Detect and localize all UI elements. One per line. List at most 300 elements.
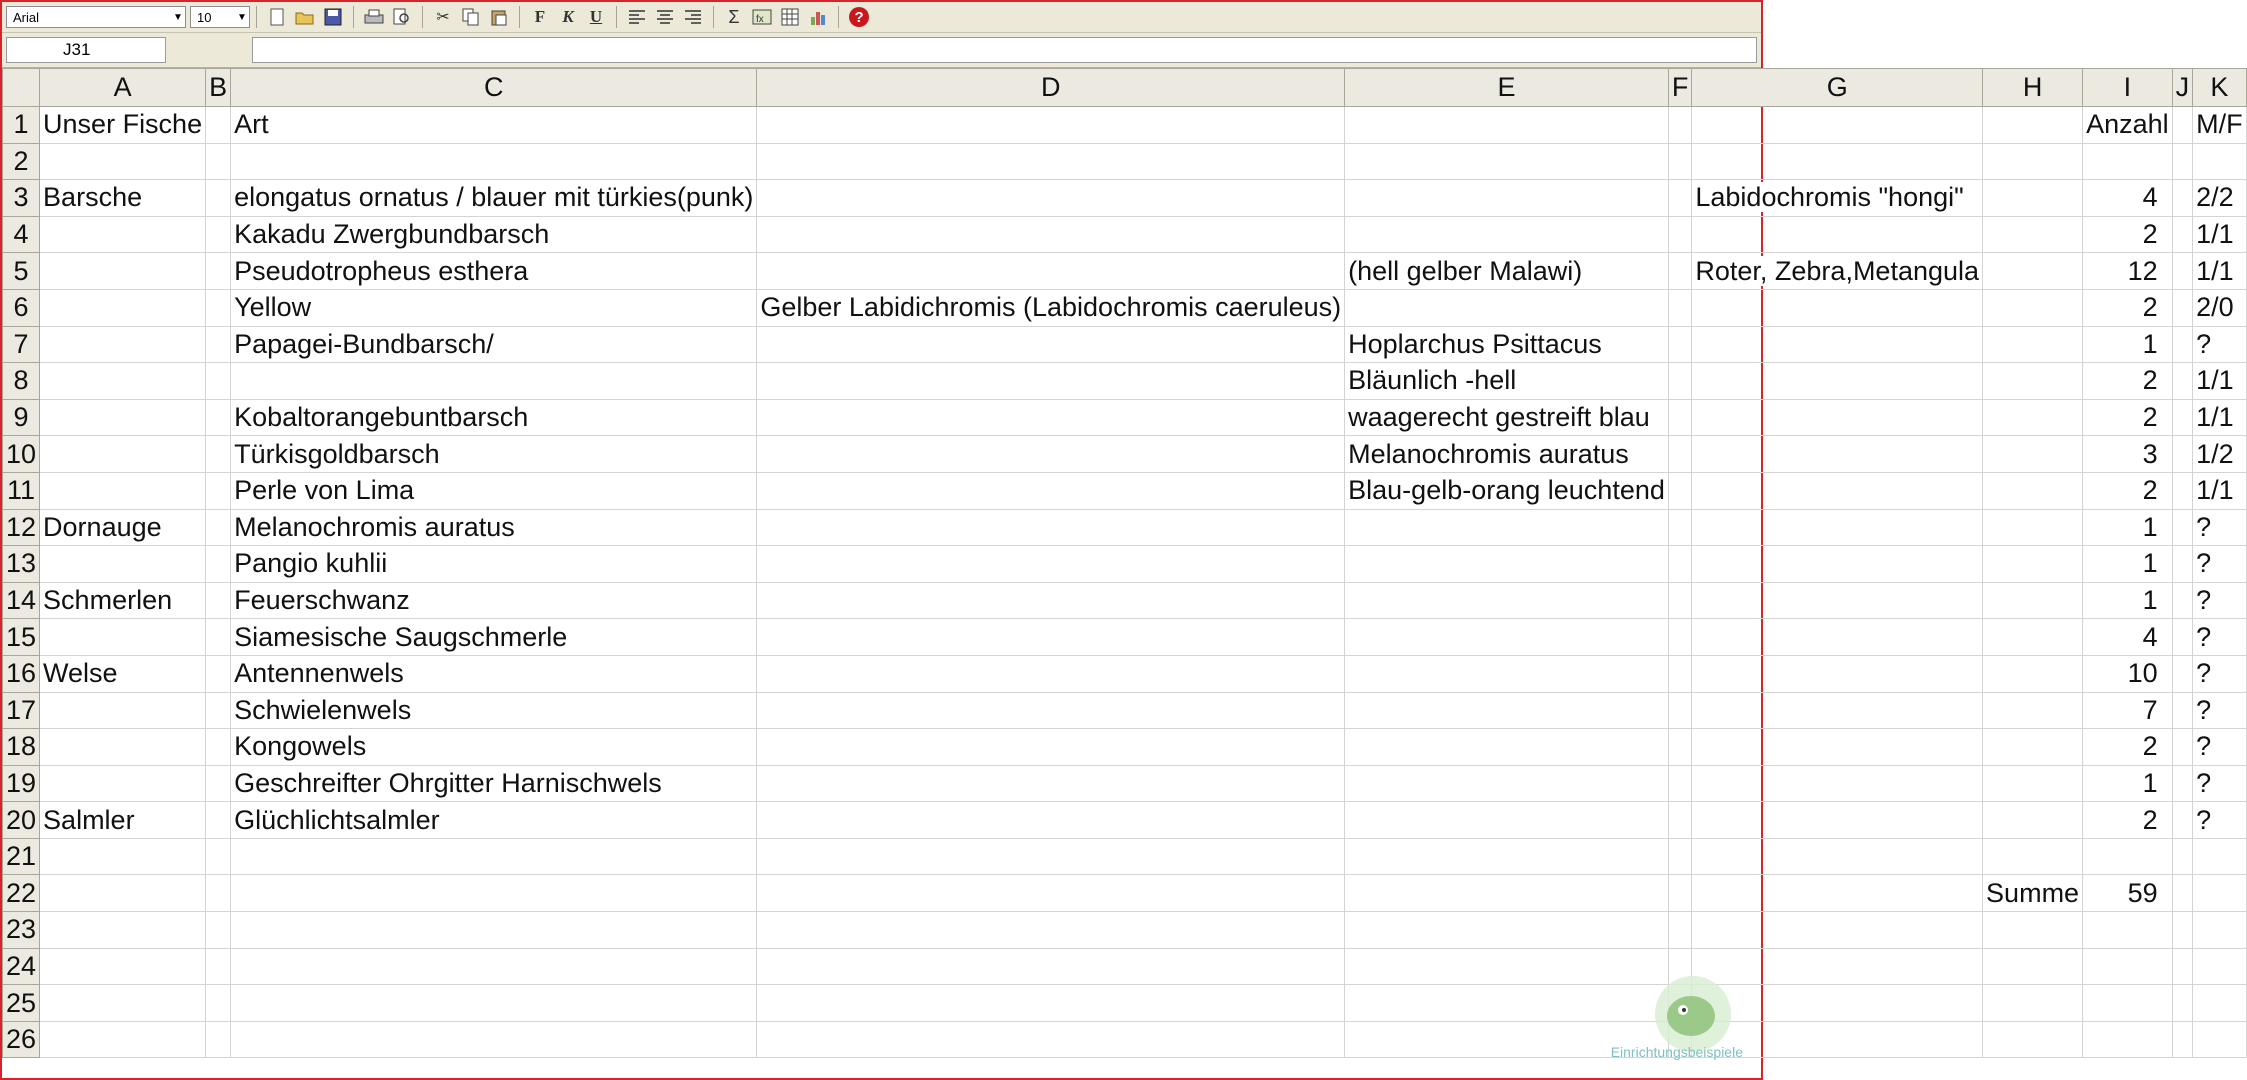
cell-j[interactable] xyxy=(2172,1021,2193,1058)
cell-c[interactable] xyxy=(231,216,757,253)
cell-e[interactable] xyxy=(1345,436,1669,473)
cell-i[interactable] xyxy=(2083,1021,2173,1058)
cell-b[interactable] xyxy=(206,472,231,509)
cell-k[interactable] xyxy=(2193,399,2247,436)
cell-k[interactable] xyxy=(2193,546,2247,583)
cell-j[interactable] xyxy=(2172,546,2193,583)
cell-k[interactable] xyxy=(2193,216,2247,253)
cell-h[interactable] xyxy=(1983,326,2083,363)
cell-c[interactable] xyxy=(231,948,757,985)
cell-g[interactable] xyxy=(1692,399,1983,436)
cell-c[interactable] xyxy=(231,838,757,875)
cell-e[interactable] xyxy=(1345,546,1669,583)
cell-a[interactable] xyxy=(40,326,206,363)
cell-f[interactable] xyxy=(1668,399,1692,436)
cell-f[interactable] xyxy=(1668,326,1692,363)
cell-e[interactable] xyxy=(1345,582,1669,619)
cell-b[interactable] xyxy=(206,399,231,436)
row-header[interactable]: 23 xyxy=(3,912,40,949)
cell-g[interactable] xyxy=(1692,472,1983,509)
cell-c[interactable] xyxy=(231,765,757,802)
cell-k[interactable] xyxy=(2193,948,2247,985)
cell-a[interactable] xyxy=(40,692,206,729)
row-header[interactable]: 1 xyxy=(3,107,40,144)
cell-g[interactable] xyxy=(1692,509,1983,546)
cell-j[interactable] xyxy=(2172,509,2193,546)
cell-d[interactable] xyxy=(757,619,1345,656)
cell-d[interactable] xyxy=(757,472,1345,509)
table-button[interactable] xyxy=(776,4,804,30)
row-header[interactable]: 19 xyxy=(3,765,40,802)
cell-h[interactable] xyxy=(1983,985,2083,1022)
cell-d[interactable] xyxy=(757,802,1345,839)
cell-a[interactable] xyxy=(40,363,206,400)
align-center-button[interactable] xyxy=(651,4,679,30)
cell-i[interactable] xyxy=(2083,729,2173,766)
cell-h[interactable] xyxy=(1983,253,2083,290)
cell-g[interactable] xyxy=(1692,582,1983,619)
row-header[interactable]: 21 xyxy=(3,838,40,875)
column-header[interactable]: E xyxy=(1345,69,1669,107)
cell-g[interactable] xyxy=(1692,912,1983,949)
cell-a[interactable] xyxy=(40,875,206,912)
copy-button[interactable] xyxy=(457,4,485,30)
column-header[interactable]: F xyxy=(1668,69,1692,107)
cell-j[interactable] xyxy=(2172,838,2193,875)
cell-e[interactable] xyxy=(1345,363,1669,400)
cell-e[interactable] xyxy=(1345,399,1669,436)
row-header[interactable]: 17 xyxy=(3,692,40,729)
cell-a[interactable] xyxy=(40,143,206,180)
cell-a[interactable] xyxy=(40,582,206,619)
cell-a[interactable] xyxy=(40,985,206,1022)
row-header[interactable]: 15 xyxy=(3,619,40,656)
cell-b[interactable] xyxy=(206,875,231,912)
cell-j[interactable] xyxy=(2172,180,2193,217)
cell-d[interactable] xyxy=(757,765,1345,802)
name-box[interactable]: J31 xyxy=(6,37,166,63)
cell-f[interactable] xyxy=(1668,289,1692,326)
cell-j[interactable] xyxy=(2172,875,2193,912)
cell-b[interactable] xyxy=(206,546,231,583)
cell-i[interactable] xyxy=(2083,912,2173,949)
cell-d[interactable] xyxy=(757,363,1345,400)
cell-a[interactable] xyxy=(40,509,206,546)
cell-a[interactable] xyxy=(40,399,206,436)
row-header[interactable]: 14 xyxy=(3,582,40,619)
row-header[interactable]: 22 xyxy=(3,875,40,912)
cell-i[interactable] xyxy=(2083,289,2173,326)
cell-k[interactable] xyxy=(2193,875,2247,912)
cell-c[interactable] xyxy=(231,399,757,436)
cell-f[interactable] xyxy=(1668,509,1692,546)
cell-a[interactable] xyxy=(40,912,206,949)
cell-k[interactable] xyxy=(2193,729,2247,766)
cell-g[interactable] xyxy=(1692,436,1983,473)
cell-k[interactable] xyxy=(2193,363,2247,400)
cell-b[interactable] xyxy=(206,326,231,363)
cell-e[interactable] xyxy=(1345,912,1669,949)
cell-f[interactable] xyxy=(1668,582,1692,619)
cell-c[interactable] xyxy=(231,363,757,400)
cell-k[interactable] xyxy=(2193,582,2247,619)
column-header[interactable]: H xyxy=(1983,69,2083,107)
cell-c[interactable] xyxy=(231,655,757,692)
print-preview-button[interactable] xyxy=(388,4,416,30)
cell-k[interactable] xyxy=(2193,1021,2247,1058)
cell-c[interactable] xyxy=(231,1021,757,1058)
cell-e[interactable] xyxy=(1345,765,1669,802)
cell-d[interactable] xyxy=(757,875,1345,912)
column-header[interactable]: D xyxy=(757,69,1345,107)
cell-j[interactable] xyxy=(2172,436,2193,473)
cell-j[interactable] xyxy=(2172,619,2193,656)
cell-i[interactable] xyxy=(2083,143,2173,180)
column-header[interactable]: B xyxy=(206,69,231,107)
cell-k[interactable] xyxy=(2193,838,2247,875)
cut-button[interactable] xyxy=(429,4,457,30)
row-header[interactable]: 9 xyxy=(3,399,40,436)
cell-i[interactable] xyxy=(2083,436,2173,473)
cell-e[interactable] xyxy=(1345,253,1669,290)
cell-i[interactable] xyxy=(2083,875,2173,912)
cell-a[interactable] xyxy=(40,802,206,839)
cell-i[interactable] xyxy=(2083,838,2173,875)
cell-d[interactable] xyxy=(757,326,1345,363)
cell-c[interactable] xyxy=(231,509,757,546)
cell-h[interactable] xyxy=(1983,765,2083,802)
cell-d[interactable] xyxy=(757,107,1345,144)
cell-h[interactable] xyxy=(1983,107,2083,144)
cell-d[interactable] xyxy=(757,912,1345,949)
autosum-button[interactable] xyxy=(720,4,748,30)
font-name-select[interactable] xyxy=(6,6,186,28)
cell-c[interactable] xyxy=(231,180,757,217)
cell-c[interactable] xyxy=(231,729,757,766)
help-button[interactable] xyxy=(845,4,873,30)
cell-a[interactable] xyxy=(40,948,206,985)
cell-a[interactable] xyxy=(40,472,206,509)
cell-j[interactable] xyxy=(2172,472,2193,509)
cell-a[interactable] xyxy=(40,838,206,875)
cell-f[interactable] xyxy=(1668,692,1692,729)
cell-g[interactable] xyxy=(1692,875,1983,912)
cell-k[interactable] xyxy=(2193,180,2247,217)
cell-f[interactable] xyxy=(1668,729,1692,766)
cell-a[interactable] xyxy=(40,107,206,144)
cell-c[interactable] xyxy=(231,912,757,949)
cell-h[interactable] xyxy=(1983,180,2083,217)
cell-g[interactable] xyxy=(1692,289,1983,326)
cell-k[interactable] xyxy=(2193,912,2247,949)
cell-i[interactable] xyxy=(2083,216,2173,253)
cell-c[interactable] xyxy=(231,802,757,839)
row-header[interactable]: 18 xyxy=(3,729,40,766)
cell-d[interactable] xyxy=(757,1021,1345,1058)
cell-g[interactable] xyxy=(1692,326,1983,363)
cell-g[interactable] xyxy=(1692,143,1983,180)
align-right-button[interactable] xyxy=(679,4,707,30)
cell-b[interactable] xyxy=(206,289,231,326)
cell-h[interactable] xyxy=(1983,436,2083,473)
underline-button[interactable] xyxy=(582,4,610,30)
cell-h[interactable] xyxy=(1983,729,2083,766)
cell-b[interactable] xyxy=(206,107,231,144)
cell-b[interactable] xyxy=(206,363,231,400)
cell-k[interactable] xyxy=(2193,802,2247,839)
cell-b[interactable] xyxy=(206,253,231,290)
cell-f[interactable] xyxy=(1668,180,1692,217)
cell-j[interactable] xyxy=(2172,729,2193,766)
cell-d[interactable] xyxy=(757,143,1345,180)
cell-d[interactable] xyxy=(757,509,1345,546)
cell-i[interactable] xyxy=(2083,472,2173,509)
cell-c[interactable] xyxy=(231,985,757,1022)
cell-i[interactable] xyxy=(2083,399,2173,436)
cell-i[interactable] xyxy=(2083,948,2173,985)
cell-j[interactable] xyxy=(2172,655,2193,692)
cell-j[interactable] xyxy=(2172,582,2193,619)
row-header[interactable]: 10 xyxy=(3,436,40,473)
cell-e[interactable] xyxy=(1345,216,1669,253)
cell-a[interactable] xyxy=(40,765,206,802)
cell-i[interactable] xyxy=(2083,546,2173,583)
chart-button[interactable] xyxy=(804,4,832,30)
cell-d[interactable] xyxy=(757,216,1345,253)
cell-g[interactable] xyxy=(1692,180,1983,217)
column-header[interactable]: K xyxy=(2193,69,2247,107)
cell-j[interactable] xyxy=(2172,692,2193,729)
cell-e[interactable] xyxy=(1345,143,1669,180)
cell-i[interactable] xyxy=(2083,180,2173,217)
cell-h[interactable] xyxy=(1983,143,2083,180)
cell-c[interactable] xyxy=(231,436,757,473)
cell-c[interactable] xyxy=(231,582,757,619)
font-size-select[interactable] xyxy=(190,6,250,28)
cell-k[interactable] xyxy=(2193,655,2247,692)
print-button[interactable] xyxy=(360,4,388,30)
cell-f[interactable] xyxy=(1668,107,1692,144)
cell-i[interactable] xyxy=(2083,363,2173,400)
cell-e[interactable] xyxy=(1345,289,1669,326)
cell-k[interactable] xyxy=(2193,692,2247,729)
cell-d[interactable] xyxy=(757,948,1345,985)
cell-e[interactable] xyxy=(1345,619,1669,656)
cell-b[interactable] xyxy=(206,765,231,802)
cell-f[interactable] xyxy=(1668,546,1692,583)
cell-f[interactable] xyxy=(1668,253,1692,290)
cell-c[interactable] xyxy=(231,692,757,729)
cell-f[interactable] xyxy=(1668,436,1692,473)
cell-g[interactable] xyxy=(1692,619,1983,656)
cell-d[interactable] xyxy=(757,655,1345,692)
cell-h[interactable] xyxy=(1983,948,2083,985)
cell-h[interactable] xyxy=(1983,692,2083,729)
cell-h[interactable] xyxy=(1983,619,2083,656)
cell-e[interactable] xyxy=(1345,692,1669,729)
cell-c[interactable] xyxy=(231,107,757,144)
cell-b[interactable] xyxy=(206,180,231,217)
cell-e[interactable] xyxy=(1345,180,1669,217)
cell-j[interactable] xyxy=(2172,363,2193,400)
cell-k[interactable] xyxy=(2193,985,2247,1022)
cell-k[interactable] xyxy=(2193,326,2247,363)
cell-e[interactable] xyxy=(1345,472,1669,509)
cell-b[interactable] xyxy=(206,729,231,766)
cell-a[interactable] xyxy=(40,180,206,217)
cell-e[interactable] xyxy=(1345,655,1669,692)
cell-a[interactable] xyxy=(40,619,206,656)
cell-e[interactable] xyxy=(1345,802,1669,839)
cell-f[interactable] xyxy=(1668,363,1692,400)
cell-d[interactable] xyxy=(757,729,1345,766)
row-header[interactable]: 12 xyxy=(3,509,40,546)
cell-j[interactable] xyxy=(2172,326,2193,363)
bold-button[interactable] xyxy=(526,4,554,30)
cell-c[interactable] xyxy=(231,472,757,509)
cell-b[interactable] xyxy=(206,948,231,985)
cell-c[interactable] xyxy=(231,546,757,583)
cell-j[interactable] xyxy=(2172,253,2193,290)
cell-c[interactable] xyxy=(231,289,757,326)
cell-k[interactable] xyxy=(2193,472,2247,509)
cell-i[interactable] xyxy=(2083,582,2173,619)
cell-i[interactable] xyxy=(2083,509,2173,546)
cell-j[interactable] xyxy=(2172,143,2193,180)
cell-h[interactable] xyxy=(1983,582,2083,619)
cell-j[interactable] xyxy=(2172,216,2193,253)
cell-g[interactable] xyxy=(1692,107,1983,144)
cell-h[interactable] xyxy=(1983,472,2083,509)
column-header[interactable]: G xyxy=(1692,69,1983,107)
cell-j[interactable] xyxy=(2172,912,2193,949)
cell-f[interactable] xyxy=(1668,765,1692,802)
cell-e[interactable] xyxy=(1345,729,1669,766)
cell-j[interactable] xyxy=(2172,289,2193,326)
cell-b[interactable] xyxy=(206,143,231,180)
cell-g[interactable] xyxy=(1692,729,1983,766)
cell-h[interactable] xyxy=(1983,216,2083,253)
cell-g[interactable] xyxy=(1692,802,1983,839)
cell-f[interactable] xyxy=(1668,619,1692,656)
cell-g[interactable] xyxy=(1692,253,1983,290)
cell-c[interactable] xyxy=(231,143,757,180)
cell-b[interactable] xyxy=(206,985,231,1022)
cell-h[interactable] xyxy=(1983,802,2083,839)
column-header[interactable]: I xyxy=(2083,69,2173,107)
cell-f[interactable] xyxy=(1668,216,1692,253)
cell-b[interactable] xyxy=(206,655,231,692)
cell-d[interactable] xyxy=(757,985,1345,1022)
cell-b[interactable] xyxy=(206,1021,231,1058)
cell-h[interactable] xyxy=(1983,1021,2083,1058)
cell-c[interactable] xyxy=(231,326,757,363)
cell-g[interactable] xyxy=(1692,216,1983,253)
cell-h[interactable] xyxy=(1983,509,2083,546)
cell-e[interactable] xyxy=(1345,326,1669,363)
cell-d[interactable] xyxy=(757,253,1345,290)
cell-i[interactable] xyxy=(2083,619,2173,656)
cell-a[interactable] xyxy=(40,1021,206,1058)
cell-h[interactable] xyxy=(1983,289,2083,326)
column-header[interactable]: A xyxy=(40,69,206,107)
cell-k[interactable] xyxy=(2193,143,2247,180)
cell-k[interactable] xyxy=(2193,765,2247,802)
formula-input[interactable] xyxy=(252,37,1757,63)
cell-j[interactable] xyxy=(2172,948,2193,985)
cell-f[interactable] xyxy=(1668,912,1692,949)
save-button[interactable] xyxy=(319,4,347,30)
cell-a[interactable] xyxy=(40,546,206,583)
row-header[interactable]: 16 xyxy=(3,655,40,692)
row-header[interactable]: 3 xyxy=(3,180,40,217)
cell-k[interactable] xyxy=(2193,619,2247,656)
cell-g[interactable] xyxy=(1692,546,1983,583)
cell-c[interactable] xyxy=(231,253,757,290)
cell-d[interactable] xyxy=(757,289,1345,326)
cell-e[interactable] xyxy=(1345,838,1669,875)
new-file-button[interactable] xyxy=(263,4,291,30)
cell-e[interactable] xyxy=(1345,107,1669,144)
cell-b[interactable] xyxy=(206,912,231,949)
cell-d[interactable] xyxy=(757,180,1345,217)
row-header[interactable]: 13 xyxy=(3,546,40,583)
row-header[interactable]: 5 xyxy=(3,253,40,290)
cell-b[interactable] xyxy=(206,838,231,875)
cell-k[interactable] xyxy=(2193,509,2247,546)
cell-e[interactable] xyxy=(1345,509,1669,546)
cell-h[interactable] xyxy=(1983,875,2083,912)
cell-i[interactable] xyxy=(2083,692,2173,729)
row-header[interactable]: 7 xyxy=(3,326,40,363)
cell-f[interactable] xyxy=(1668,143,1692,180)
cell-j[interactable] xyxy=(2172,765,2193,802)
cell-k[interactable] xyxy=(2193,253,2247,290)
cell-d[interactable] xyxy=(757,436,1345,473)
row-header[interactable]: 6 xyxy=(3,289,40,326)
cell-b[interactable] xyxy=(206,509,231,546)
cell-h[interactable] xyxy=(1983,363,2083,400)
cell-i[interactable] xyxy=(2083,765,2173,802)
cell-f[interactable] xyxy=(1668,472,1692,509)
cell-h[interactable] xyxy=(1983,546,2083,583)
cell-d[interactable] xyxy=(757,838,1345,875)
cell-h[interactable] xyxy=(1983,399,2083,436)
align-left-button[interactable] xyxy=(623,4,651,30)
cell-j[interactable] xyxy=(2172,399,2193,436)
cell-f[interactable] xyxy=(1668,875,1692,912)
cell-j[interactable] xyxy=(2172,107,2193,144)
cell-b[interactable] xyxy=(206,436,231,473)
cell-b[interactable] xyxy=(206,582,231,619)
italic-button[interactable] xyxy=(554,4,582,30)
cell-b[interactable] xyxy=(206,619,231,656)
cell-k[interactable] xyxy=(2193,289,2247,326)
column-header[interactable]: C xyxy=(231,69,757,107)
cell-k[interactable] xyxy=(2193,107,2247,144)
cell-c[interactable] xyxy=(231,875,757,912)
cell-c[interactable] xyxy=(231,619,757,656)
cell-b[interactable] xyxy=(206,802,231,839)
cell-k[interactable] xyxy=(2193,436,2247,473)
row-header[interactable]: 25 xyxy=(3,985,40,1022)
cell-g[interactable] xyxy=(1692,655,1983,692)
cell-a[interactable] xyxy=(40,729,206,766)
cell-i[interactable] xyxy=(2083,326,2173,363)
row-header[interactable]: 11 xyxy=(3,472,40,509)
cell-h[interactable] xyxy=(1983,838,2083,875)
cell-h[interactable] xyxy=(1983,655,2083,692)
